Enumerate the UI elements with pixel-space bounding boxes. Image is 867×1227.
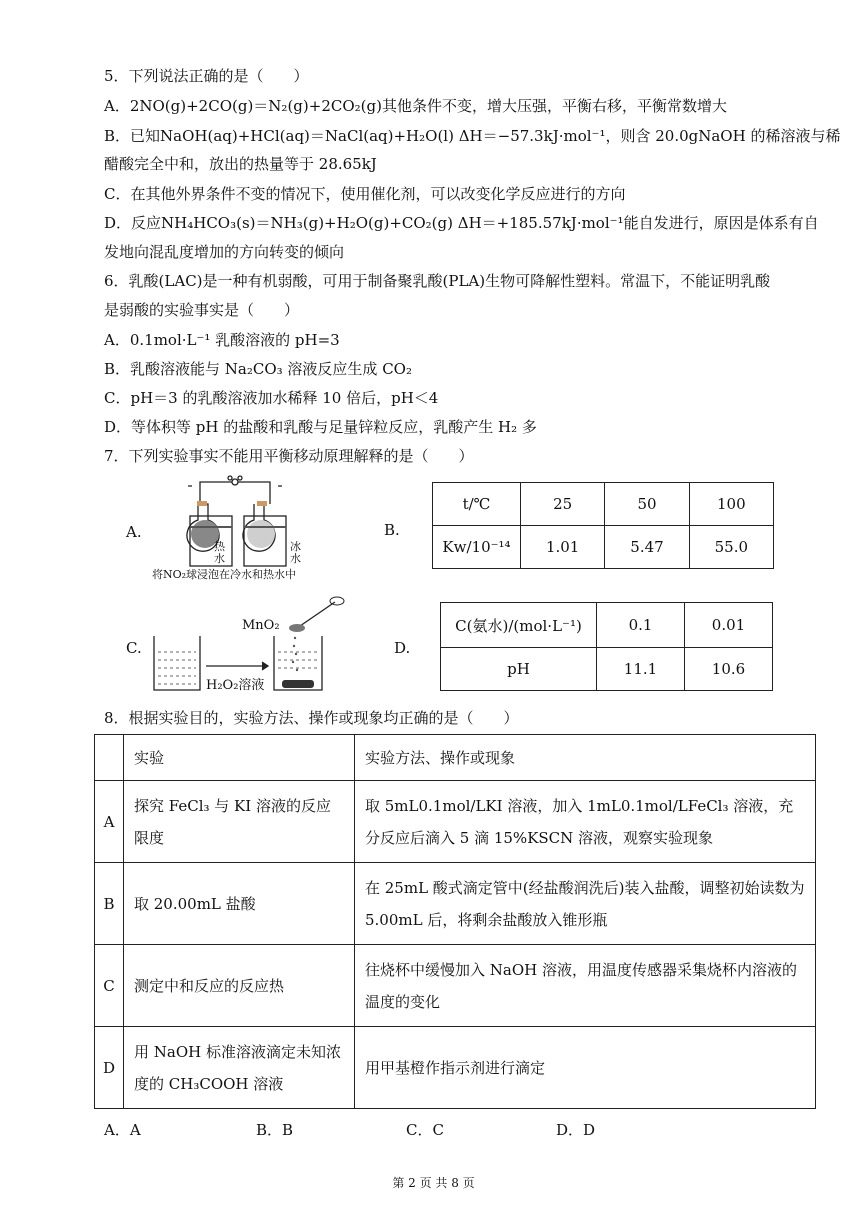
page-footer: 第 2 页 共 8 页 (392, 1176, 475, 1190)
q5-stem: 5．下列说法正确的是（ ） (104, 67, 309, 85)
q8-option-c: C．C (406, 1121, 444, 1139)
q5-option-a (104, 96, 727, 116)
ammonia-header-c: C(氨水)/(mol·L⁻¹) (441, 603, 597, 648)
q5-option-d (104, 213, 819, 233)
q8-row-c-method: 往烧杯中缓慢加入 NaOH 溶液，用温度传感器采集烧杯内溶液的温度的变化 (355, 945, 816, 1027)
q8-row-a-method: 取 5mL0.1mol/LKI 溶液，加入 1mL0.1mol/LFeCl₃ 溶液，充分反应后滴入 5 滴 15%KSCN 溶液，观察实验现象 (355, 781, 816, 863)
q6-option-a: A．0.1mol·L⁻¹ 乳酸溶液的 pH=3 (104, 331, 340, 349)
ice-water-label (290, 541, 301, 565)
ammonia-table (440, 602, 773, 691)
q7-label-b: B. (384, 521, 400, 539)
q7-label-d: D. (394, 639, 411, 657)
table-row (95, 863, 816, 945)
kw-value-100: 55.0 (689, 526, 773, 569)
kw-header-t: t/℃ (433, 483, 521, 526)
kw-t-25: 25 (521, 483, 605, 526)
kw-table (432, 482, 774, 569)
q8-row-d-experiment: 用 NaOH 标准溶液滴定未知浓度的 CH₃COOH 溶液 (124, 1027, 355, 1109)
q8-row-b-method: 在 25mL 酸式滴定管中(经盐酸润洗后)装入盐酸，调整初始读数为 5.00mL 后，将剩余盐酸放入锥形瓶 (355, 863, 816, 945)
no2-figure-caption: 将NO₂球浸泡在冷水和热水中 (152, 568, 297, 581)
q8-option-a: A．A (104, 1121, 141, 1139)
q6-option-d: D．等体积等 pH 的盐酸和乳酸与足量锌粒反应，乳酸产生 H₂ 多 (104, 418, 537, 436)
q5-b-prefix: B．已知 (104, 127, 161, 145)
q5-a-equation: 2NO(g)+2CO(g)＝N₂(g)+2CO₂(g) (129, 97, 382, 115)
q5-option-b (104, 126, 840, 146)
q7-stem: 7．下列实验事实不能用平衡移动原理解释的是（ ） (104, 447, 474, 465)
kw-t-50: 50 (605, 483, 689, 526)
table-row (95, 781, 816, 863)
kw-value-25: 1.01 (521, 526, 605, 569)
ammonia-ph-001: 10.6 (685, 648, 773, 691)
q5-d-text: 能自发进行，原因是体系有自 (623, 214, 819, 232)
ice-water-char: 水 (290, 552, 301, 565)
q5-option-b-cont: 醋酸完全中和，放出的热量等于 28.65kJ (104, 155, 377, 173)
q8-header-method: 实验方法、操作或现象 (355, 735, 816, 781)
q5-option-c: C．在其他外界条件不变的情况下，使用催化剂，可以改变化学反应进行的方向 (104, 185, 626, 203)
q8-table (94, 734, 816, 1109)
q6-stem-1: 6．乳酸(LAC)是一种有机弱酸，可用于制备聚乳酸(PLA)生物可降解性塑料。常温下，不能证明乳酸 (104, 272, 771, 290)
q6-stem-2: 是弱酸的实验事实是（ ） (104, 301, 300, 319)
q5-d-prefix: D．反应 (104, 214, 162, 232)
kw-value-50: 5.47 (605, 526, 689, 569)
q8-row-a-experiment: 探究 FeCl₃ 与 KI 溶液的反应限度 (124, 781, 355, 863)
q8-row-d-method: 用甲基橙作指示剂进行滴定 (355, 1027, 816, 1109)
q5-d-equation: NH₄HCO₃(s)＝NH₃(g)+H₂O(g)+CO₂(g) ΔH＝+185.57kJ·mol⁻¹ (161, 214, 624, 232)
ammonia-ph-01: 11.1 (597, 648, 685, 691)
q8-row-b-label: B (95, 863, 124, 945)
hot-char: 热 (214, 540, 225, 553)
q5-a-text: 其他条件不变，增大压强，平衡右移，平衡常数增大 (381, 97, 727, 115)
mno2-label: MnO₂ (242, 618, 280, 633)
q5-option-d-cont: 发地向混乱度增加的方向转变的倾向 (104, 243, 345, 261)
q8-row-d-label: D (95, 1027, 124, 1109)
q8-row-a-label: A (95, 781, 124, 863)
kw-t-100: 100 (689, 483, 773, 526)
q8-header-blank (95, 735, 124, 781)
q5-a-prefix: A． (104, 97, 130, 115)
q8-option-b: B．B (256, 1121, 294, 1139)
q6-option-b: B．乳酸溶液能与 Na₂CO₃ 溶液反应生成 CO₂ (104, 360, 412, 378)
q5-b-equation: NaOH(aq)+HCl(aq)＝NaCl(aq)+H₂O(l) ΔH＝−57.3kJ·mol⁻¹ (160, 127, 606, 145)
ammonia-header-ph: pH (441, 648, 597, 691)
q8-row-b-experiment: 取 20.00mL 盐酸 (124, 863, 355, 945)
table-row (95, 1027, 816, 1109)
hot-water-label (214, 541, 225, 565)
ice-char: 冰 (290, 540, 301, 553)
q8-row-c-experiment: 测定中和反应的反应热 (124, 945, 355, 1027)
q6-option-c: C．pH＝3 的乳酸溶液加水稀释 10 倍后，pH＜4 (104, 389, 439, 407)
q7-label-c: C. (126, 639, 142, 657)
q8-option-d: D．D (556, 1121, 596, 1139)
kw-header-kw: Kw/10⁻¹⁴ (433, 526, 521, 569)
q7-label-a: A. (126, 523, 142, 541)
q8-header-experiment: 实验 (124, 735, 355, 781)
q8-row-c-label: C (95, 945, 124, 1027)
table-row (95, 945, 816, 1027)
ammonia-c-01: 0.1 (597, 603, 685, 648)
q5-b-text: ，则含 20.0gNaOH 的稀溶液与稀 (605, 127, 841, 145)
ammonia-c-001: 0.01 (685, 603, 773, 648)
hot-water-char: 水 (214, 552, 225, 565)
q8-stem: 8．根据实验目的，实验方法、操作或现象均正确的是（ ） (104, 709, 519, 727)
h2o2-label: H₂O₂溶液 (206, 678, 265, 693)
